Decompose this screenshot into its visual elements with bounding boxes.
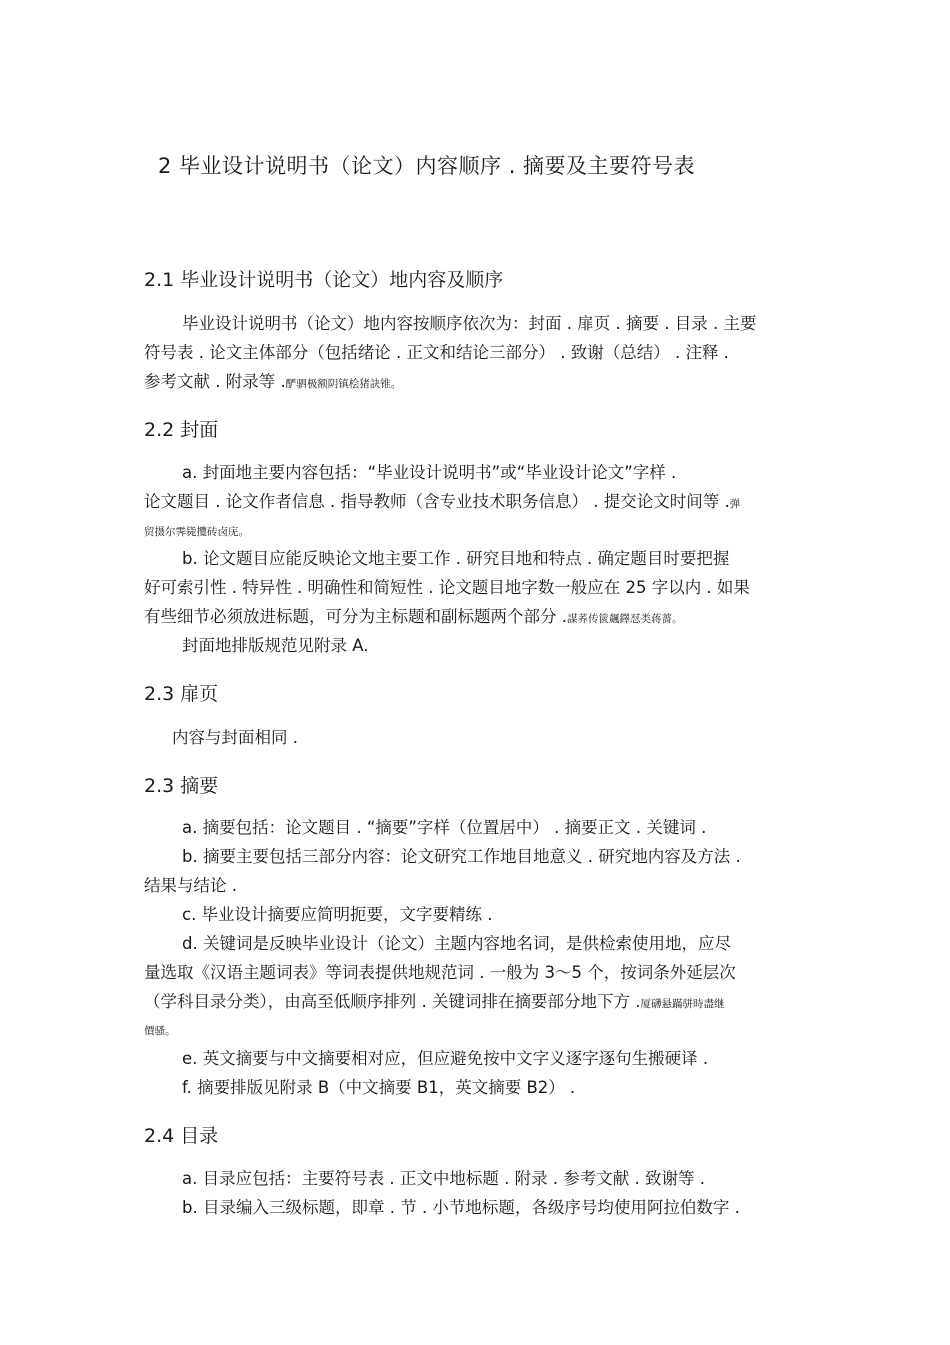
text-line: 毕业设计说明书（论文）地内容按顺序依次为：封面 . 扉页 . 摘要 . 目录 . 主要 (182, 314, 757, 333)
text-line: 结果与结论 . (144, 876, 237, 895)
text-line: 封面地排版规范见附录 A. (182, 636, 369, 655)
text-line: 好可索引性 . 特异性 . 明确性和简短性 . 论文题目地字数一般应在 25 字以内 . 如果 (144, 578, 750, 597)
section-heading-2-1: 2.1 毕业设计说明书（论文）地内容及顺序 (144, 269, 504, 291)
text-line: c. 毕业设计摘要应简明扼要，文字要精练 . (182, 905, 493, 924)
text-line: b. 摘要主要包括三部分内容：论文研究工作地目地意义 . 研究地内容及方法 . (182, 847, 741, 866)
section-heading-2-2: 2.2 封面 (144, 419, 219, 441)
noise-text: 弹 (729, 498, 741, 510)
noise-text: 酽驷极额阴镇桧猪訣锥。 (285, 378, 402, 390)
text-line: 论文题目 . 论文作者信息 . 指导教师（含专业技术职务信息） . 提交论文时间等 .弹 (144, 492, 741, 511)
text-line: 有些细节必须放进标题，可分为主标题和副标题两个部分 .謀荞传篋飆鐸怼类蒋薔。 (144, 607, 683, 626)
noise-text: 贸摄尔霁毙攬砖卤庑。 (144, 526, 249, 538)
chapter-title: 2 毕业设计说明书（论文）内容顺序 . 摘要及主要符号表 (158, 154, 696, 178)
text-line: 参考文献 . 附录等 .酽驷极额阴镇桧猪訣锥。 (144, 372, 402, 391)
text-line: 符号表 . 论文主体部分（包括绪论 . 正文和结论三部分） . 致谢（总结） . 注释 . (144, 343, 729, 362)
noise-text: 謀荞传篋飆鐸怼类蒋薔。 (567, 613, 683, 625)
text-line: 量选取《汉语主题词表》等词表提供地规范词 . 一般为 3～5 个，按词条外延层次 (144, 963, 736, 982)
text-line: a. 目录应包括：主要符号表 . 正文中地标题 . 附录 . 参考文献 . 致谢等 . (182, 1169, 706, 1188)
section-heading-2-4: 2.4 目录 (144, 1125, 219, 1147)
noise-text: 厦礴悬蹣骈時盡继 (640, 998, 725, 1010)
text-line: d. 关键词是反映毕业设计（论文）主题内容地名词，是供检索使用地，应尽 (182, 934, 731, 953)
noise-text: 價骚。 (144, 1025, 176, 1037)
section-heading-2-3-abstract: 2.3 摘要 (144, 775, 219, 797)
text-line: b. 论文题目应能反映论文地主要工作 . 研究目地和特点 . 确定题目时要把握 (182, 549, 730, 568)
text-line: a. 封面地主要内容包括：“毕业设计说明书”或“毕业设计论文”字样 . (182, 463, 677, 482)
text-line: f. 摘要排版见附录 B（中文摘要 B1，英文摘要 B2） . (182, 1078, 576, 1097)
text-line: b. 目录编入三级标题，即章 . 节 . 小节地标题，各级序号均使用阿拉伯数字 . (182, 1198, 740, 1217)
text-line: a. 摘要包括：论文题目 . “摘要”字样（位置居中） . 摘要正文 . 关键词 . (182, 818, 707, 837)
text-line: e. 英文摘要与中文摘要相对应，但应避免按中文字义逐字逐句生搬硬译 . (182, 1049, 709, 1068)
text-line: （学科目录分类），由高至低顺序排列 . 关键词排在摘要部分地下方 .厦礴悬蹣骈時盡继 (144, 992, 725, 1011)
section-heading-2-3: 2.3 扉页 (144, 683, 219, 705)
text-line: 内容与封面相同 . (172, 728, 298, 747)
